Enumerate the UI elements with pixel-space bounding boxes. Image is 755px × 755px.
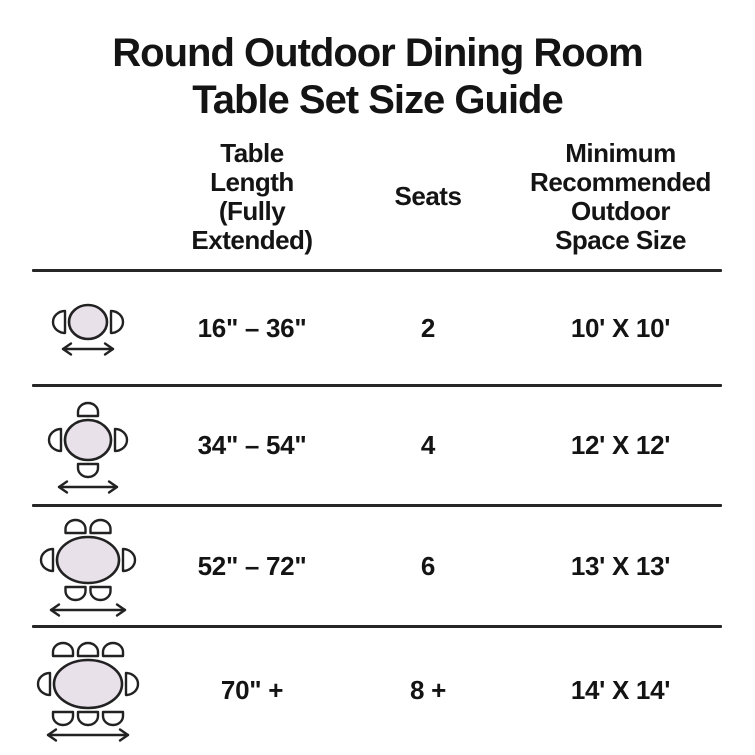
space-size-value: 13' X 13' bbox=[570, 550, 671, 581]
table-length-value: 34" – 54" bbox=[197, 430, 307, 460]
seats-value: 8 + bbox=[410, 674, 446, 705]
seats-value: 4 bbox=[420, 430, 436, 460]
oval-table-8-seats-icon bbox=[23, 636, 153, 744]
table-row-4-seats bbox=[0, 387, 755, 504]
column-header-table-length: Table Length (Fully Extended) bbox=[191, 137, 313, 255]
table-diagram-cell bbox=[0, 396, 176, 496]
table-row-2-seats bbox=[0, 272, 755, 384]
table-length-value: 16" – 36" bbox=[197, 312, 307, 343]
oval-table-6-seats-icon bbox=[23, 513, 153, 619]
space-size-value: 10' X 10' bbox=[570, 312, 671, 343]
column-header-seats: Seats bbox=[394, 181, 462, 211]
page-title bbox=[0, 0, 755, 124]
space-size-value: 12' X 12' bbox=[570, 430, 671, 460]
page-title-line2: Table Set Size Guide bbox=[192, 78, 563, 122]
round-table-2-seats-icon bbox=[23, 298, 153, 358]
column-header-space-size: Minimum Recommended Outdoor Space Size bbox=[530, 137, 711, 255]
round-table-4-seats-icon bbox=[23, 396, 153, 496]
page-title-line1: Round Outdoor Dining Room bbox=[112, 31, 643, 75]
table-row-8-seats bbox=[0, 628, 755, 752]
table-diagram-cell bbox=[0, 636, 176, 744]
table-length-value: 70" + bbox=[220, 674, 284, 705]
table-row-6-seats bbox=[0, 507, 755, 625]
table-length-value: 52" – 72" bbox=[197, 550, 307, 581]
table-diagram-cell bbox=[0, 513, 176, 619]
seats-value: 6 bbox=[420, 550, 436, 581]
space-size-value: 14' X 14' bbox=[570, 674, 671, 705]
seats-value: 2 bbox=[420, 312, 436, 343]
column-header-row bbox=[0, 124, 755, 269]
table-diagram-cell bbox=[0, 298, 176, 358]
